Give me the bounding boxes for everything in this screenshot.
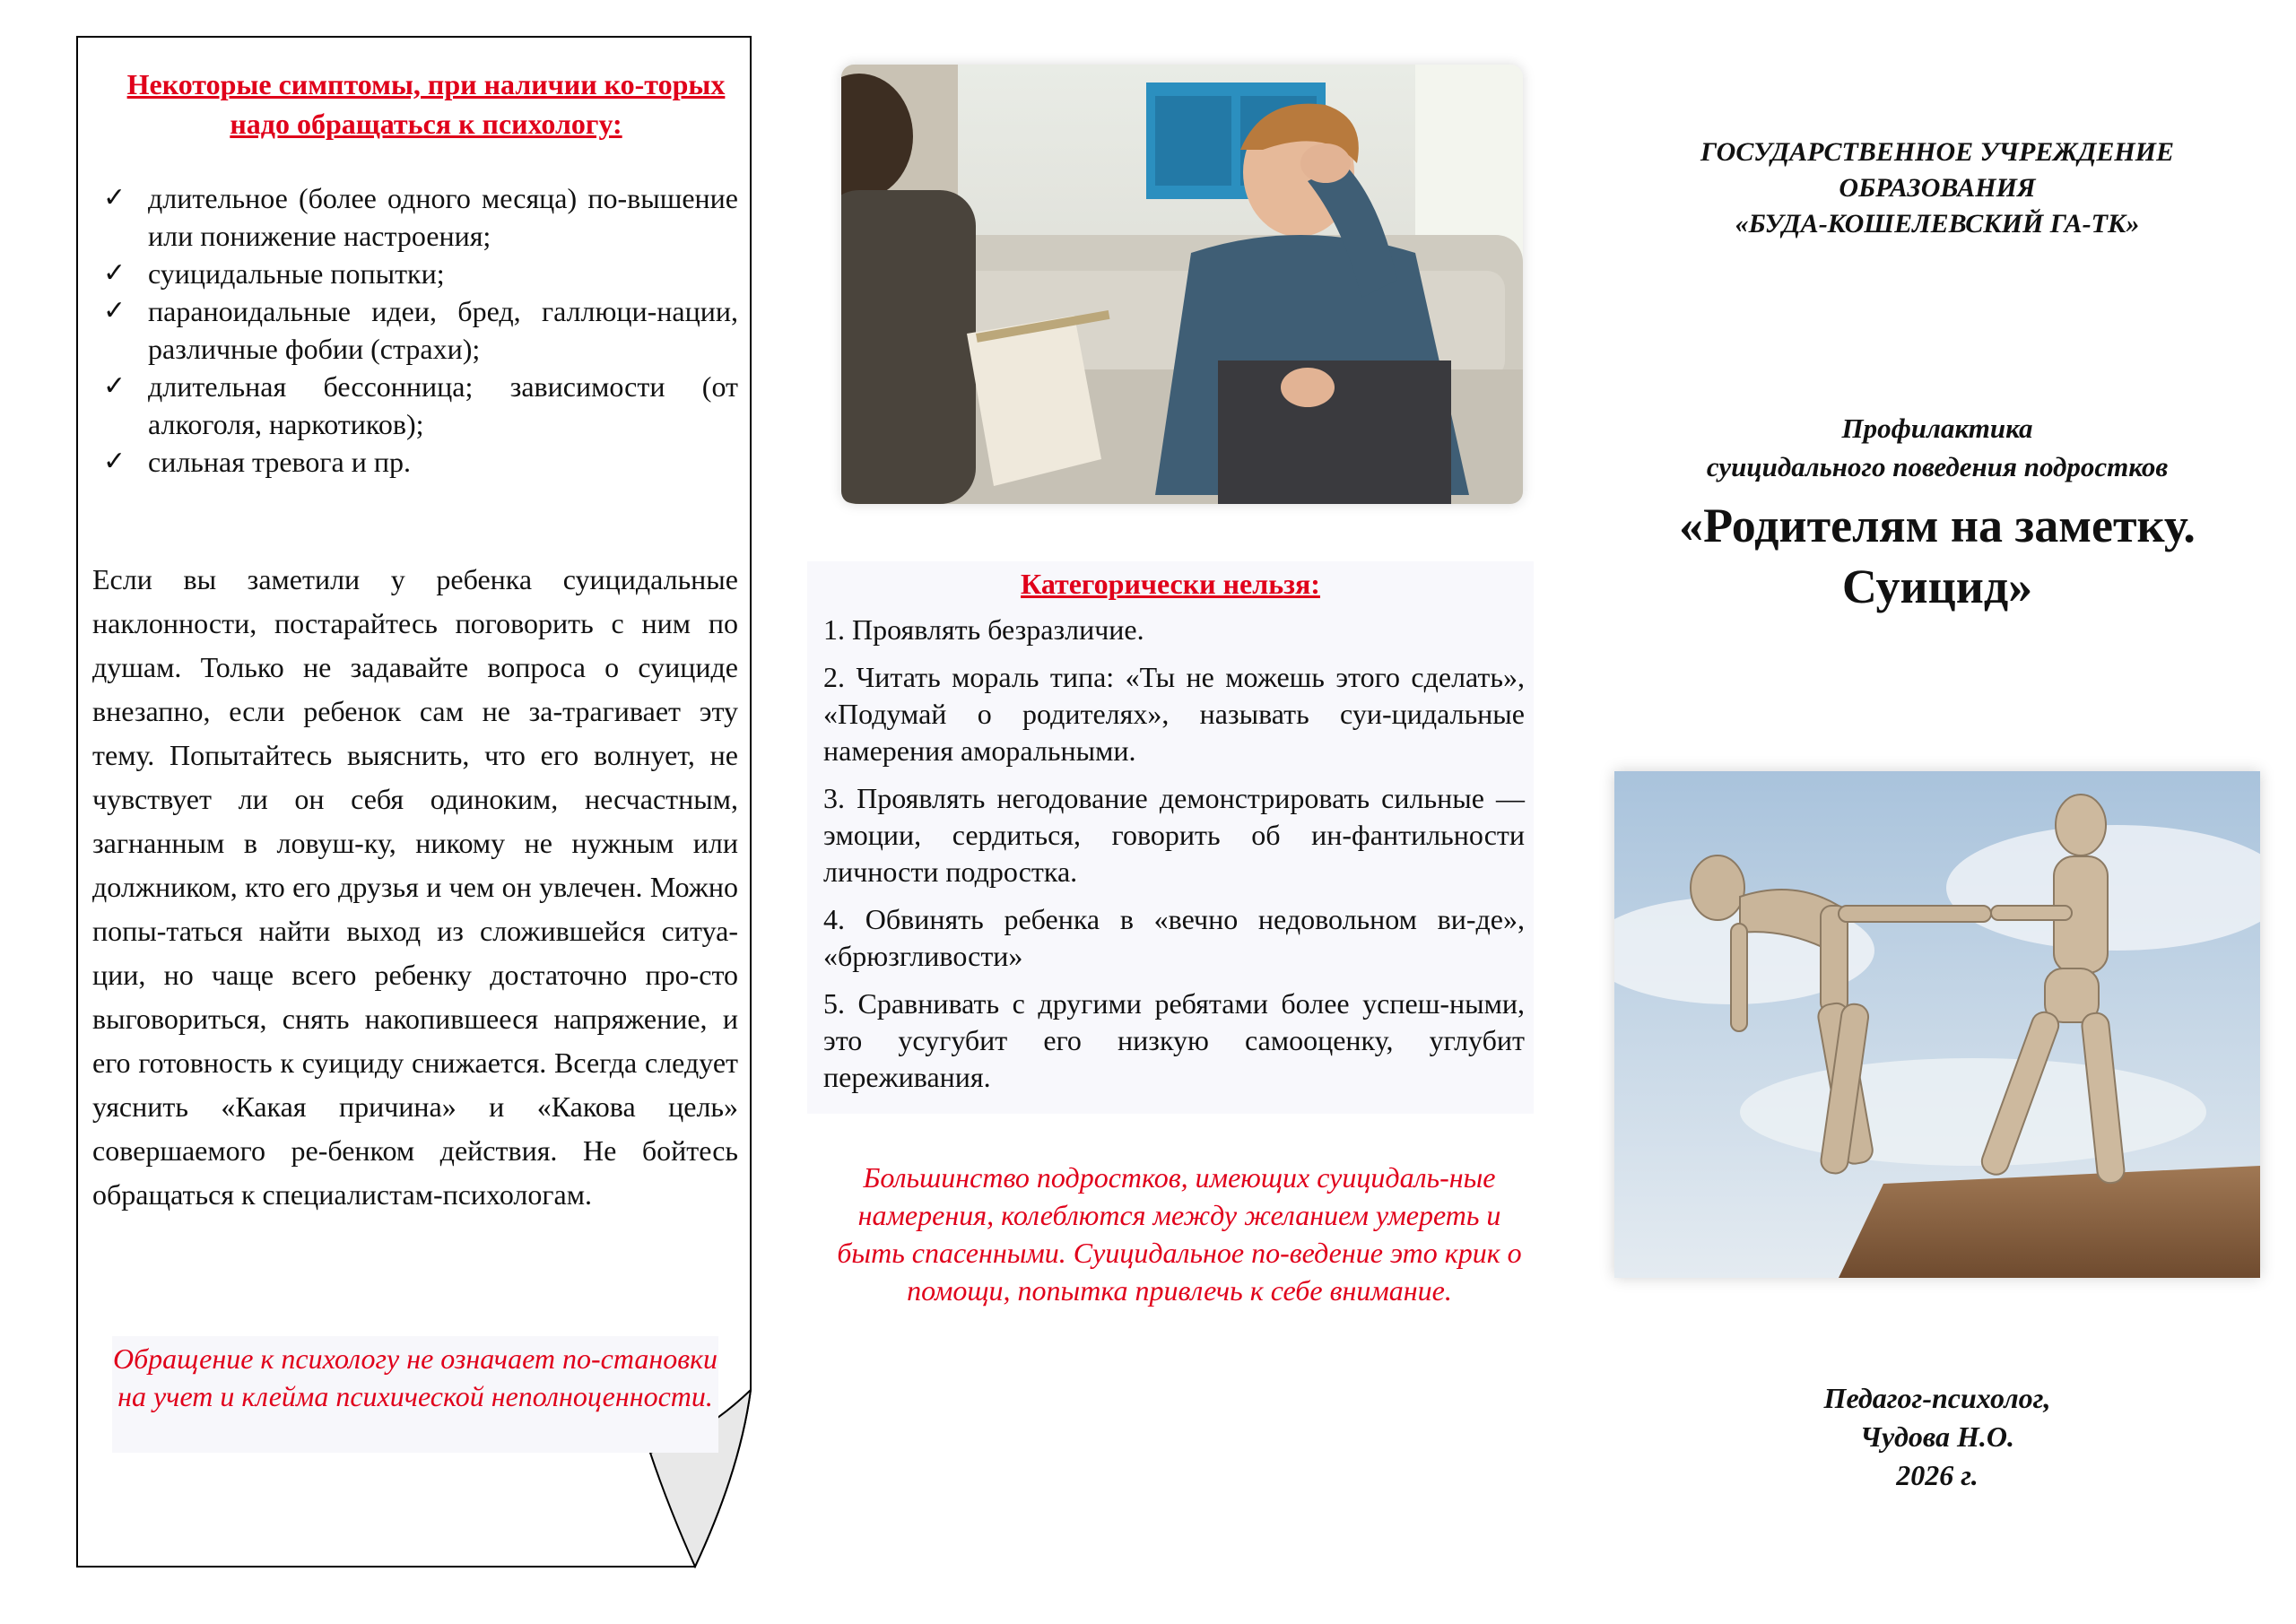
list-item: 1. Проявлять безразличие. [823,613,1144,646]
symptoms-list [96,179,738,481]
publication-year: 2026 г. [1896,1459,1979,1491]
institution-line: ГОСУДАРСТВЕННОЕ УЧРЕЖДЕНИЕ [1700,137,2175,167]
left-column-panel [76,36,752,1568]
forbidden-section [807,561,1534,1114]
counseling-session-photo [841,65,1523,504]
checkmark-icon: ✓ [103,183,126,213]
list-item: 3. Проявлять негодование демонстрировать сильные — эмоции, сердиться, говорить об ин-фантильности личности подростка. [823,782,1525,888]
institution-name [1596,135,2278,242]
list-item: 5. Сравнивать с другими ребятами более успеш-ными, это усугубит его низкую самооценку, углубит переживания. [823,987,1525,1093]
author-role: Педагог-психолог, [1823,1382,2051,1414]
forbidden-list [823,612,1525,1107]
institution-line: «БУДА-КОШЕЛЕВСКИЙ ГА-ТК» [1735,209,2140,239]
brochure-topic [1596,409,2278,486]
checkmark-icon: ✓ [103,296,126,326]
author-info [1596,1379,2278,1495]
list-item: ✓ параноидальные идеи, бред, галлюци-нации, различные фобии (страхи); [96,292,738,368]
psychologist-note: Обращение к психологу не означает по-становки на учет и клейма психической неполноценности. [112,1336,718,1453]
advice-paragraph: Если вы заметили у ребенка суицидальные наклонности, постарайтесь поговорить с ним по душам. Только не задавайте вопроса о суициде внезапно, если ребенок сам не за-трагивает эту тему. Попытайтесь выяснить, что его волнует, не чувствует ли он себя одиноким, несчастным, загнанным в ловуш-ку, никому не нужным или должником, кто его друзья и чем он увлечен. Можно попы-таться найти выход из сложившейся ситуа-ции, но чаще всего ребенку достаточно про-сто выговориться, снять накопившееся напряжение, и его готовность к суициду снижается. Всегда следует уяснить «Какая причина» и «Какова цель» совершаемого ре-бенком действия. Не бойтесь обращаться к специалистам-психологам. [92,563,738,1211]
counseling-illustration [841,65,1523,504]
author-name: Чудова Н.О. [1860,1420,2014,1453]
title-line: Суицид» [1841,560,2033,613]
title-line: «Родителям на заметку. [1679,499,2196,552]
list-item: ✓ длительное (более одного месяца) по-вышение или понижение настроения; [96,179,738,255]
topic-line: суицидального поведения подростков [1706,451,2169,482]
symptoms-heading: Некоторые симптомы, при наличии ко-торых надо обращаться к психологу: [126,68,726,140]
wooden-mannequins-photo [1614,771,2260,1278]
institution-line: ОБРАЗОВАНИЯ [1839,173,2036,203]
brochure-title [1596,495,2278,617]
teen-suicide-quote: Большинство подростков, имеющих суицидаль-ные намерения, колеблются между желанием умереть и быть спасенными. Суицидальное по-ведение это крик о помощи, попытка привлечь к себе внимание. [837,1161,1522,1307]
checkmark-icon: ✓ [103,371,126,401]
list-item: ✓ длительная бессонница; зависимости (от алкоголя, наркотиков); [96,368,738,443]
topic-line: Профилактика [1841,413,2033,444]
mannequins-illustration [1614,771,2260,1278]
checkmark-icon: ✓ [103,447,126,476]
list-item: 4. Обвинять ребенка в «вечно недовольном ви-де», «брюзгливости» [823,903,1525,972]
forbidden-heading: Категорически нельзя: [1021,568,1320,600]
list-item: ✓ сильная тревога и пр. [96,443,738,481]
checkmark-icon: ✓ [103,258,126,288]
list-item: 2. Читать мораль типа: «Ты не можешь этого сделать», «Подумай о родителях», называть суи-цидальные намерения аморальными. [823,661,1525,767]
list-item: ✓ суицидальные попытки; [96,255,738,292]
